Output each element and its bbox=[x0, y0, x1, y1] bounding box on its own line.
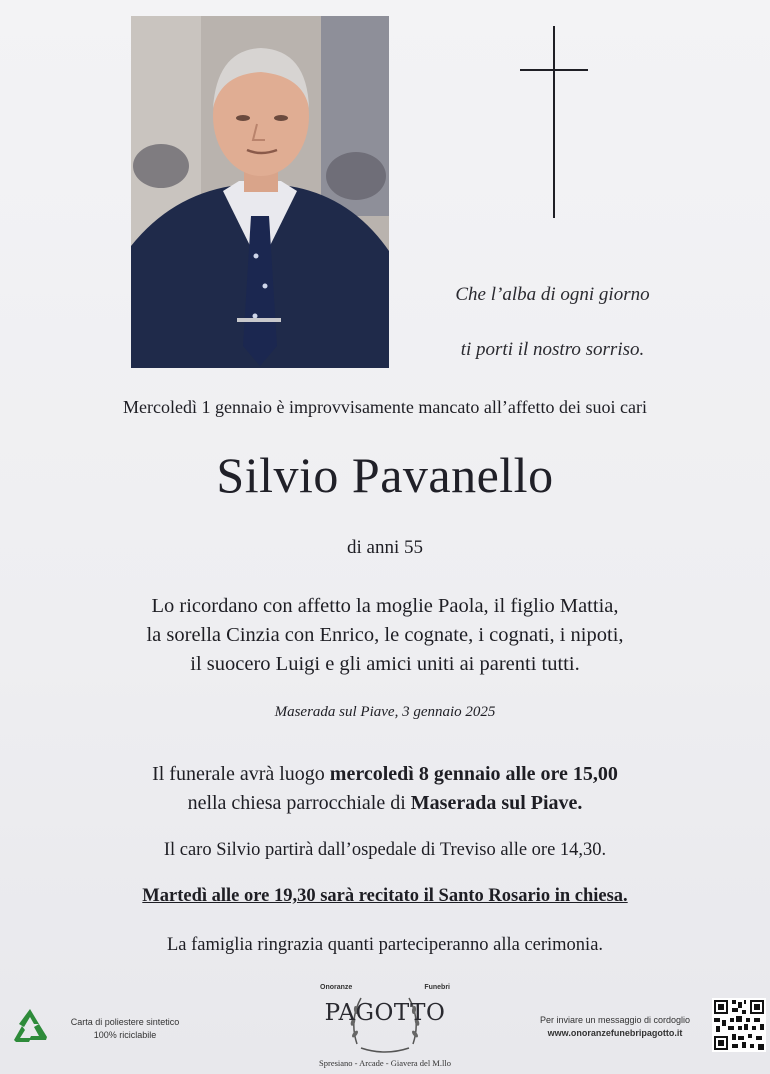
mourners-list bbox=[0, 592, 770, 679]
logo-top-right: Funebri bbox=[424, 984, 450, 991]
qr-code-icon[interactable] bbox=[712, 998, 766, 1052]
funeral-details bbox=[0, 760, 770, 818]
footer bbox=[0, 978, 770, 1074]
deceased-name: Silvio Pavanello bbox=[216, 447, 554, 503]
logo-top-left: Onoranze bbox=[320, 984, 353, 991]
logo-locations: Spresiano - Arcade - Giavera del M.llo bbox=[319, 1058, 451, 1068]
condolence-contact bbox=[520, 1014, 710, 1040]
cross-icon bbox=[520, 26, 588, 218]
logo-name: PAGOTTO bbox=[324, 1000, 446, 1026]
quote-line-2: ti porti il nostro sorriso. bbox=[460, 339, 645, 360]
paper-note-line-2: 100% riciclabile bbox=[93, 1030, 157, 1040]
church-prefix: nella chiesa parrocchiale di bbox=[187, 792, 411, 814]
thanks-note: La famiglia ringrazia quanti parteciperanno alla cerimonia. bbox=[166, 935, 604, 955]
funeral-when: mercoledì 8 gennaio alle ore 15,00 bbox=[329, 763, 618, 785]
departure-note: Il caro Silvio partirà dall’ospedale di Treviso alle ore 14,30. bbox=[163, 840, 607, 860]
place-date: Maserada sul Piave, 3 gennaio 2025 bbox=[274, 704, 496, 720]
funeral-line-1 bbox=[0, 760, 770, 789]
rosary-note: Martedì alle ore 19,30 sarà recitato il Santo Rosario in chiesa. bbox=[142, 886, 628, 906]
mourners-line-1: Lo ricordano con affetto la moglie Paola, il figlio Mattia, bbox=[151, 595, 619, 617]
mourners-line-2: la sorella Cinzia con Enrico, le cognate, i cognati, i nipoti, bbox=[146, 624, 624, 646]
church-name: Maserada sul Piave. bbox=[410, 792, 583, 814]
contact-line: Per inviare un messaggio di cordoglio bbox=[539, 1015, 691, 1025]
mourners-line-3: il suocero Luigi e gli amici uniti ai parenti tutti. bbox=[190, 653, 580, 675]
funeral-prefix: Il funerale avrà luogo bbox=[152, 763, 330, 785]
contact-url[interactable]: www.onoranzefunebripagotto.it bbox=[547, 1028, 683, 1038]
funeral-line-2 bbox=[0, 789, 770, 818]
funeral-home-logo bbox=[300, 980, 470, 1072]
portrait-photo bbox=[131, 16, 389, 368]
quote-line-1: Che l’alba di ogni giorno bbox=[455, 284, 650, 305]
announcement-intro: Mercoledì 1 gennaio è improvvisamente mancato all’affetto dei suoi cari bbox=[123, 397, 647, 417]
paper-note bbox=[50, 1016, 200, 1042]
logo-top-text bbox=[320, 984, 450, 991]
recycle-icon bbox=[8, 1006, 52, 1050]
paper-note-line-1: Carta di poliestere sintetico bbox=[70, 1017, 180, 1027]
deceased-age: di anni 55 bbox=[347, 537, 423, 558]
